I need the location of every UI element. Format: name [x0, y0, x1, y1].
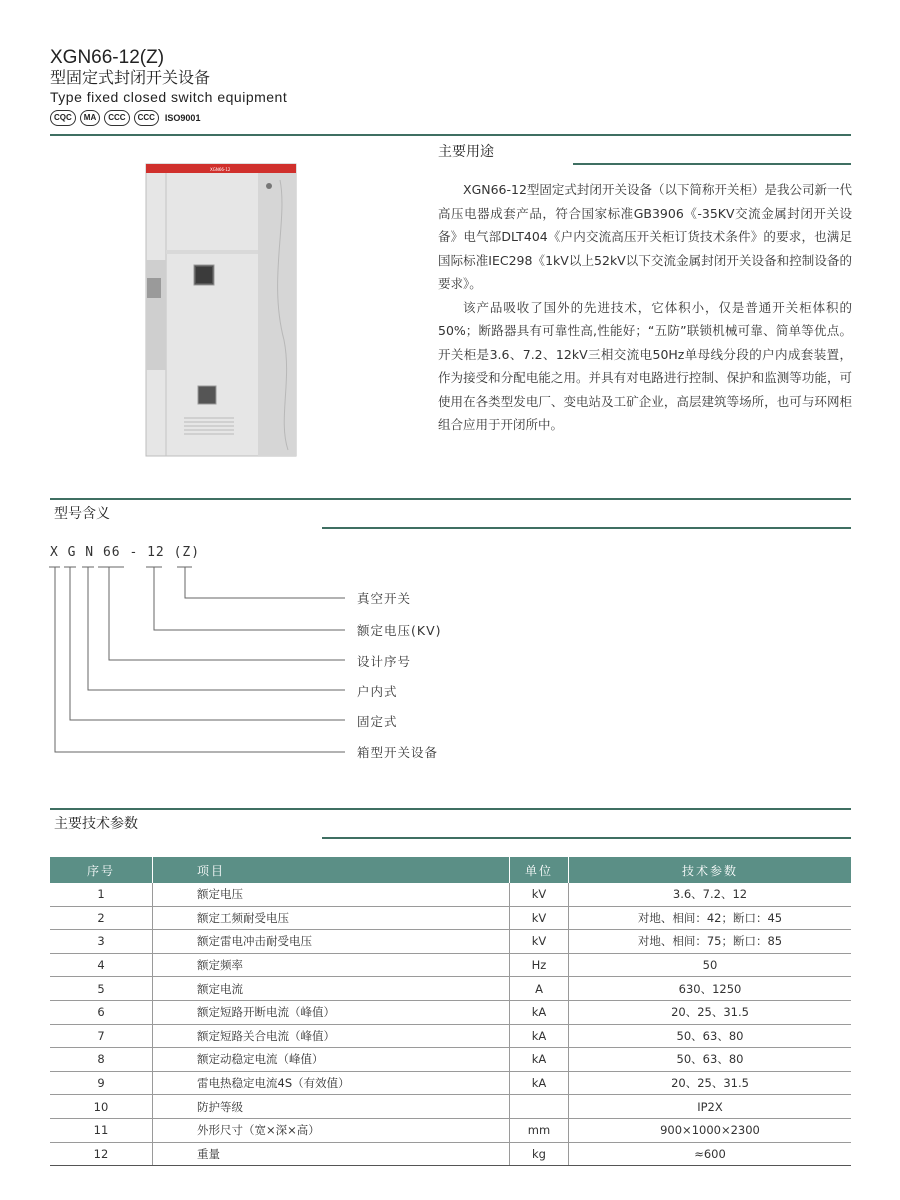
- cabinet-brand-label: XGN66-12: [210, 167, 231, 172]
- cell-item: 额定频率: [153, 953, 510, 977]
- cell-param: 50、63、80: [569, 1048, 852, 1072]
- cell-param: ≈600: [569, 1142, 852, 1166]
- specs-table-body: [50, 883, 851, 1166]
- iso-logo: ISO9001: [164, 113, 201, 123]
- cell-item: 雷电热稳定电流4S（有效值）: [153, 1071, 510, 1095]
- model-meaning-title: 型号含义: [54, 506, 110, 522]
- cell-item: 额定短路关合电流（峰值）: [153, 1024, 510, 1048]
- specs-table: [50, 857, 851, 1166]
- cell-unit: kV: [510, 906, 569, 930]
- cell-item: 额定工频耐受电压: [153, 906, 510, 930]
- label-rated-voltage: 额定电压(KV): [357, 623, 442, 638]
- cell-param: 20、25、31.5: [569, 1000, 852, 1024]
- cell-no: 8: [50, 1048, 153, 1072]
- ccc-logo-2: CCC: [134, 110, 159, 126]
- cell-no: 9: [50, 1071, 153, 1095]
- cell-item: 外形尺寸（宽×深×高）: [153, 1118, 510, 1142]
- model-code: X G N 66 - 12 (Z): [50, 545, 201, 560]
- table-row: [50, 930, 851, 954]
- cell-no: 3: [50, 930, 153, 954]
- cell-param: 50: [569, 953, 852, 977]
- cell-param: 50、63、80: [569, 1024, 852, 1048]
- ccc-logo: CCC: [104, 110, 129, 126]
- label-design-number: 设计序号: [357, 654, 412, 669]
- usage-title: 主要用途: [438, 144, 494, 160]
- english-title: Type fixed closed switch equipment: [50, 89, 288, 105]
- label-vacuum-switch: 真空开关: [357, 591, 412, 606]
- table-row: [50, 1048, 851, 1072]
- table-row: [50, 1095, 851, 1119]
- cell-unit: mm: [510, 1118, 569, 1142]
- cell-no: 1: [50, 883, 153, 906]
- table-row: [50, 1142, 851, 1166]
- cell-item: 额定电流: [153, 977, 510, 1001]
- cell-unit: kA: [510, 1000, 569, 1024]
- table-row: [50, 977, 851, 1001]
- table-row: [50, 1024, 851, 1048]
- cell-item: 重量: [153, 1142, 510, 1166]
- header-no: 序号: [50, 857, 153, 883]
- header-param: 技术参数: [569, 857, 852, 883]
- cell-no: 2: [50, 906, 153, 930]
- table-row: [50, 883, 851, 906]
- header-unit: 单位: [510, 857, 569, 883]
- cell-no: 10: [50, 1095, 153, 1119]
- usage-paragraph: XGN66-12型固定式封闭开关设备（以下简称开关柜）是我公司新一代高压电器成套产品，符合国家标准GB3906《-35KV交流金属封闭开关设备》电气部DLT404《户内交流高压开关柜订货技术条件》的要求，也满足国际标准IEC298《1kV以上52kV以下交流金属封闭开关设备和控制设备的要求》。: [438, 182, 852, 291]
- table-row: [50, 1118, 851, 1142]
- cell-unit: kg: [510, 1142, 569, 1166]
- specs-title-rule: [322, 837, 851, 839]
- header-item: 项目: [153, 857, 510, 883]
- usage-paragraph: 该产品吸收了国外的先进技术，它体积小，仅是普通开关柜体积的50%；断路器具有可靠性高,性能好；“五防”联锁机械可靠、简单等优点。开关柜是3.6、7.2、12kV三相交流电50Hz单母线分段的户内成套装置，作为接受和分配电能之用。并具有对电路进行控制、保护和监测等功能，可使用在各类型发电厂、变电站及工矿企业，高层建筑等场所，也可与环网柜组合应用于开闭所中。: [438, 299, 852, 432]
- chinese-title: 型固定式封闭开关设备: [50, 68, 211, 87]
- cell-unit: kV: [510, 930, 569, 954]
- cell-item: 防护等级: [153, 1095, 510, 1119]
- model-title: XGN66-12(Z): [50, 47, 165, 68]
- cqc-logo: CQC: [50, 110, 76, 126]
- cell-param: 630、1250: [569, 977, 852, 1001]
- table-row: [50, 906, 851, 930]
- cell-item: 额定雷电冲击耐受电压: [153, 930, 510, 954]
- ma-logo: MA: [80, 110, 100, 126]
- cell-param: 3.6、7.2、12: [569, 883, 852, 906]
- cell-no: 5: [50, 977, 153, 1001]
- cell-unit: kA: [510, 1071, 569, 1095]
- cell-param: IP2X: [569, 1095, 852, 1119]
- cell-unit: Hz: [510, 953, 569, 977]
- table-row: [50, 953, 851, 977]
- cell-item: 额定电压: [153, 883, 510, 906]
- cell-unit: kV: [510, 883, 569, 906]
- table-row: [50, 1000, 851, 1024]
- cell-unit: kA: [510, 1048, 569, 1072]
- cell-param: 对地、相间：75；断口：85: [569, 930, 852, 954]
- cell-no: 7: [50, 1024, 153, 1048]
- cell-unit: kA: [510, 1024, 569, 1048]
- cell-param: 20、25、31.5: [569, 1071, 852, 1095]
- cell-no: 6: [50, 1000, 153, 1024]
- cell-item: 额定短路开断电流（峰值）: [153, 1000, 510, 1024]
- cell-unit: [510, 1095, 569, 1119]
- table-row: [50, 1071, 851, 1095]
- cell-unit: A: [510, 977, 569, 1001]
- specs-divider: [50, 808, 851, 810]
- cell-param: 对地、相间：42；断口：45: [569, 906, 852, 930]
- cell-no: 11: [50, 1118, 153, 1142]
- cell-no: 4: [50, 953, 153, 977]
- label-indoor: 户内式: [357, 684, 398, 699]
- cell-item: 额定动稳定电流（峰值）: [153, 1048, 510, 1072]
- label-box-switchgear: 箱型开关设备: [357, 745, 439, 760]
- table-header-row: [50, 857, 851, 883]
- cell-param: 900×1000×2300: [569, 1118, 852, 1142]
- cell-no: 12: [50, 1142, 153, 1166]
- label-fixed: 固定式: [357, 714, 398, 729]
- specs-title: 主要技术参数: [54, 816, 138, 832]
